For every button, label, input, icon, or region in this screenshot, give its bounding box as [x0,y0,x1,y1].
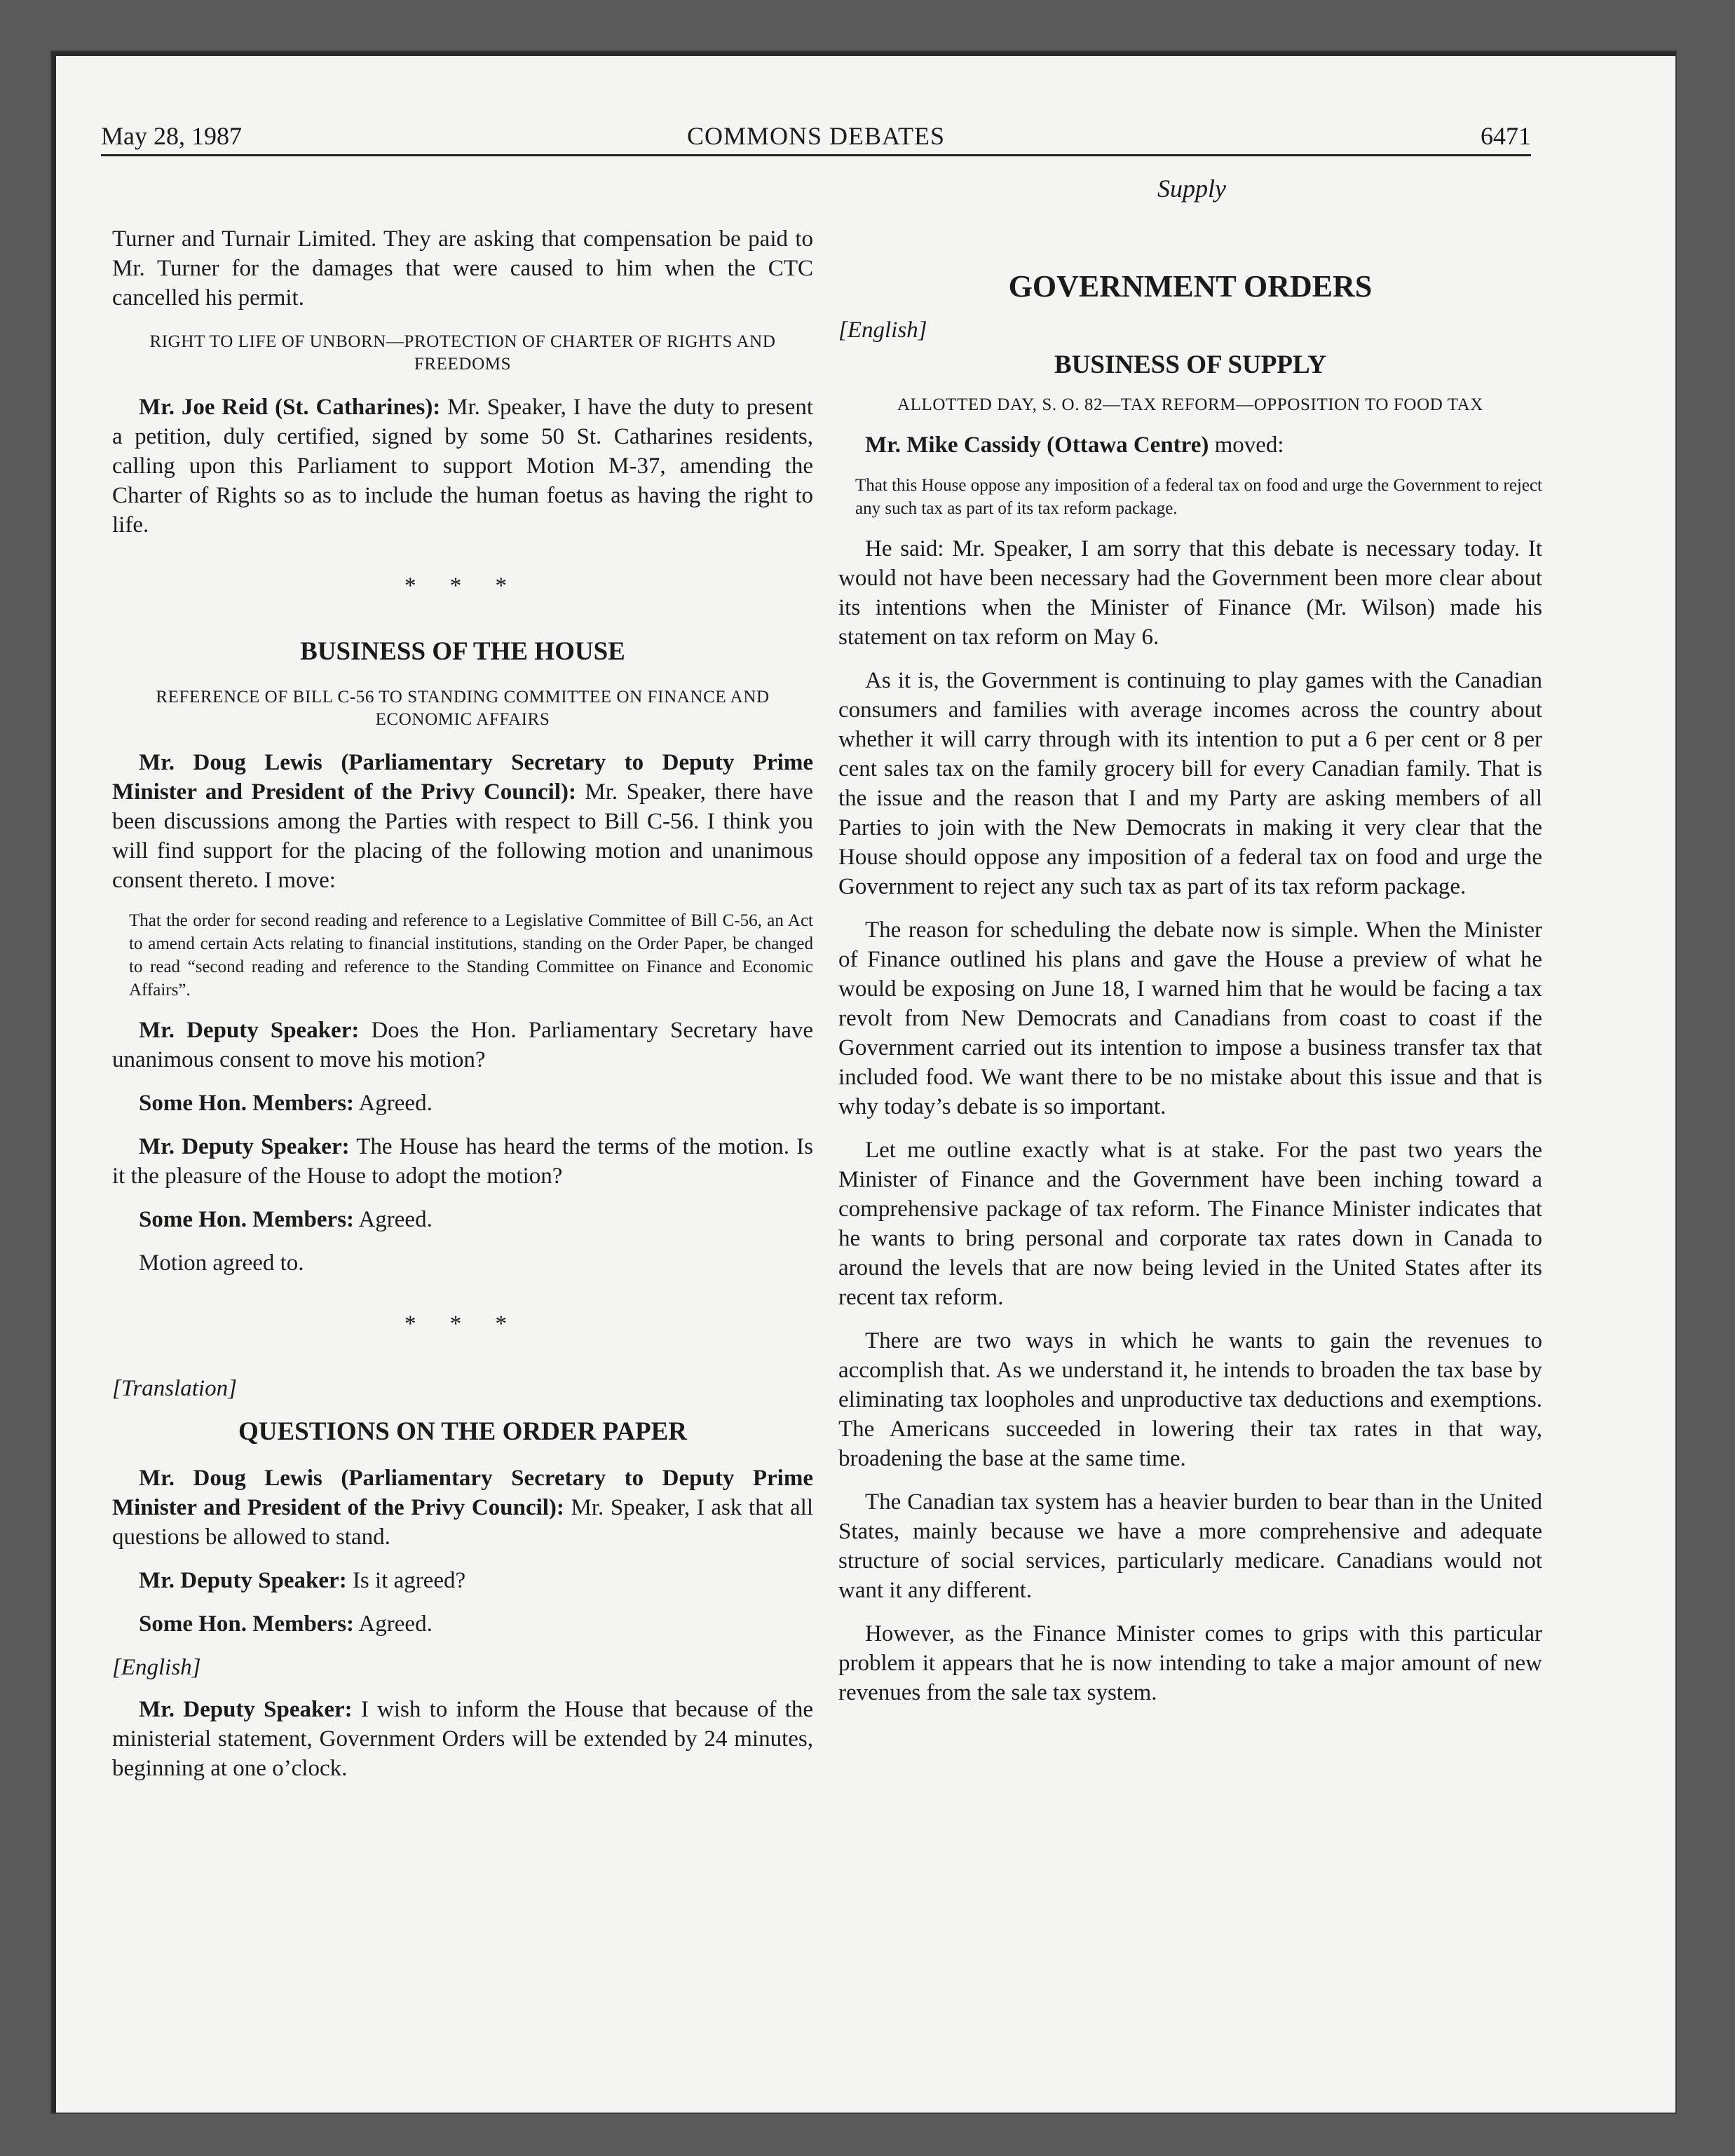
paragraph-members-1 [112,1089,813,1118]
english-label: [English] [112,1655,201,1680]
speaker-reid: Mr. Joe Reid (St. Catharines): [139,395,441,420]
scan-top-edge [52,52,1675,56]
speaker-lewis: Mr. Doug Lewis (Parliamentary Secretary to Deputy Prime Minister and President of the Privy Council): [112,1466,813,1520]
paragraph-lewis [112,748,813,895]
members-text: Agreed. [354,1611,433,1637]
speaker-members: Some Hon. Members: [139,1611,355,1637]
paragraph-2: As it is, the Government is continuing to play games with the Canadian consumers and families with average incomes across the country about whether it will carry through with its intention to put a 6 per cent or 8 per cent sales tax on the family grocery bill for every Canadian family. That is the issue and the reason that I and my Party are asking members of all Parties to join with the New Democrats in making it very clear that the House should oppose any imposition of a federal tax on food and urge the Government to reject any such tax as part of its tax reform package. [838,668,1542,899]
deputy-text: The House has heard the terms of the motion. Is it the pleasure of the House to adopt the motion? [112,1134,813,1189]
subhead-bill-c56: REFERENCE OF BILL C-56 TO STANDING COMMITTEE ON FINANCE AND ECONOMIC AFFAIRS [156,688,770,729]
paragraph-members-3 [112,1609,813,1639]
section-government-orders: GOVERNMENT ORDERS [1008,269,1373,303]
section-questions-order-paper: QUESTIONS ON THE ORDER PAPER [238,1417,688,1446]
speaker-deputy: Mr. Deputy Speaker: [139,1568,347,1593]
paragraph-deputy-4 [112,1695,813,1783]
lewis-text: Mr. Speaker, I ask that all questions be allowed to stand. [112,1495,813,1550]
subhead-allotted-day: ALLOTTED DAY, S. O. 82—TAX REFORM—OPPOSITION TO FOOD TAX [897,395,1483,414]
paragraph-4: Let me outline exactly what is at stake. For the past two years the Minister of Finance and the Government have been inching toward a comprehensive package of tax reform. The Finance Minister indicates that he wants to bring personal and corporate tax rates down in Canada to around the levels that are now being levied in the United States after its recent tax reform. [838,1138,1542,1310]
speaker-deputy: Mr. Deputy Speaker: [139,1018,360,1043]
paragraph-reid [112,393,813,540]
translation-label: [Translation] [112,1376,237,1401]
motion-quote-food-tax: That this House oppose any imposition of a federal tax on food and urge the Government to reject any such tax as part of its tax reform package. [855,476,1542,518]
section-separator: * * * [404,573,521,599]
scan-left-edge [52,52,56,2113]
section-business-of-supply: BUSINESS OF SUPPLY [1054,350,1326,379]
left-column [112,224,813,1797]
deputy-text: Is it agreed? [346,1568,466,1593]
speaker-deputy: Mr. Deputy Speaker: [139,1134,350,1159]
header-page-number: 6471 [1481,122,1531,150]
reid-text: Mr. Speaker, I have the duty to present a petition, duly certified, signed by some 50 St. Catharines residents, calling upon this Parliament to support Motion M-37, amending the Charter of Rights so as to include the human foetus as having the right to life. [112,395,814,538]
running-header [101,119,1531,153]
cassidy-moved: moved: [1209,432,1284,458]
paragraph-6: The Canadian tax system has a heavier burden to bear than in the United States, mainly because we have a more comprehensive and adequate structure of social services, particularly medicare. Canadians would not want it any different. [838,1489,1542,1603]
speaker-members: Some Hon. Members: [139,1091,355,1116]
paragraph-turnair: Turner and Turnair Limited. They are asking that compensation be paid to Mr. Turner for the damages that were caused to him when the CTC cancelled his permit. [112,226,813,311]
paragraph-deputy-3 [112,1566,813,1595]
speaker-deputy: Mr. Deputy Speaker: [139,1697,353,1722]
english-label: [English] [838,318,927,343]
right-column [838,210,1542,1721]
motion-quote-c56: That the order for second reading and reference to a Legislative Committee of Bill C-56, an Act to amend certain Acts relating to financial institutions, standing on the Order Paper, be changed to read “second reading and reference to the Standing Committee on Finance and Economic Affairs”. [129,911,813,999]
header-date: May 28, 1987 [101,122,242,150]
paragraph-deputy-1 [112,1016,813,1074]
supply-label: Supply [1157,175,1226,203]
paragraph-1: He said: Mr. Speaker, I am sorry that this debate is necessary today. It would not have been necessary had the Government been more clear about its intentions when the Minister of Finance (Mr. Wilson) made his statement on tax reform on May 6. [838,536,1542,650]
deputy-text: I wish to inform the House that because of the ministerial statement, Government Orders will be extended by 24 minutes, beginning at one o’clock. [112,1697,813,1781]
speaker-members: Some Hon. Members: [139,1207,355,1232]
members-text: Agreed. [354,1207,433,1232]
section-business-of-the-house: BUSINESS OF THE HOUSE [300,637,625,666]
speaker-lewis: Mr. Doug Lewis (Parliamentary Secretary to Deputy Prime Minister and President of the Privy Council): [112,750,813,805]
paragraph-5: There are two ways in which he wants to gain the revenues to accomplish that. As we understand it, he intends to broaden the tax base by eliminating tax loopholes and unproductive tax deductions and exemptions. The Americans succeeded in lowering their tax rates in that way, broadening the base at the same time. [838,1328,1542,1471]
deputy-text: Does the Hon. Parliamentary Secretary have unanimous consent to move his motion? [112,1018,813,1072]
paragraph-deputy-2 [112,1132,813,1191]
section-separator: * * * [404,1311,521,1337]
lewis-text: Mr. Speaker, there have been discussions among the Parties with respect to Bill C-56. I think you will find support for the placing of the following motion and unanimous consent thereto. I move: [112,779,814,893]
paragraph-lewis-2 [112,1464,813,1552]
speaker-cassidy: Mr. Mike Cassidy (Ottawa Centre) [865,432,1209,458]
motion-agreed: Motion agreed to. [139,1250,304,1276]
paragraph-3: The reason for scheduling the debate now is simple. When the Minister of Finance outlined his plans and gave the House a preview of what he would be exposing on June 18, I warned him that he would be facing a tax revolt from New Democrats and Canadians from coast to coast if the Government carried out its intention to impose a business transfer tax that included food. We want there to be no mistake about this issue and that is why today’s debate is so important. [838,917,1542,1119]
subhead-right-to-life: RIGHT TO LIFE OF UNBORN—PROTECTION OF CHARTER OF RIGHTS AND FREEDOMS [149,332,776,374]
paragraph-cassidy-moved [838,430,1542,460]
paragraph-7: However, as the Finance Minister comes to grips with this particular problem it appears that he is now intending to take a major amount of new revenues from the sale tax system. [838,1621,1542,1705]
paragraph-members-2 [112,1205,813,1234]
header-rule [101,154,1531,156]
header-title: COMMONS DEBATES [686,122,946,150]
members-text: Agreed. [354,1091,433,1116]
